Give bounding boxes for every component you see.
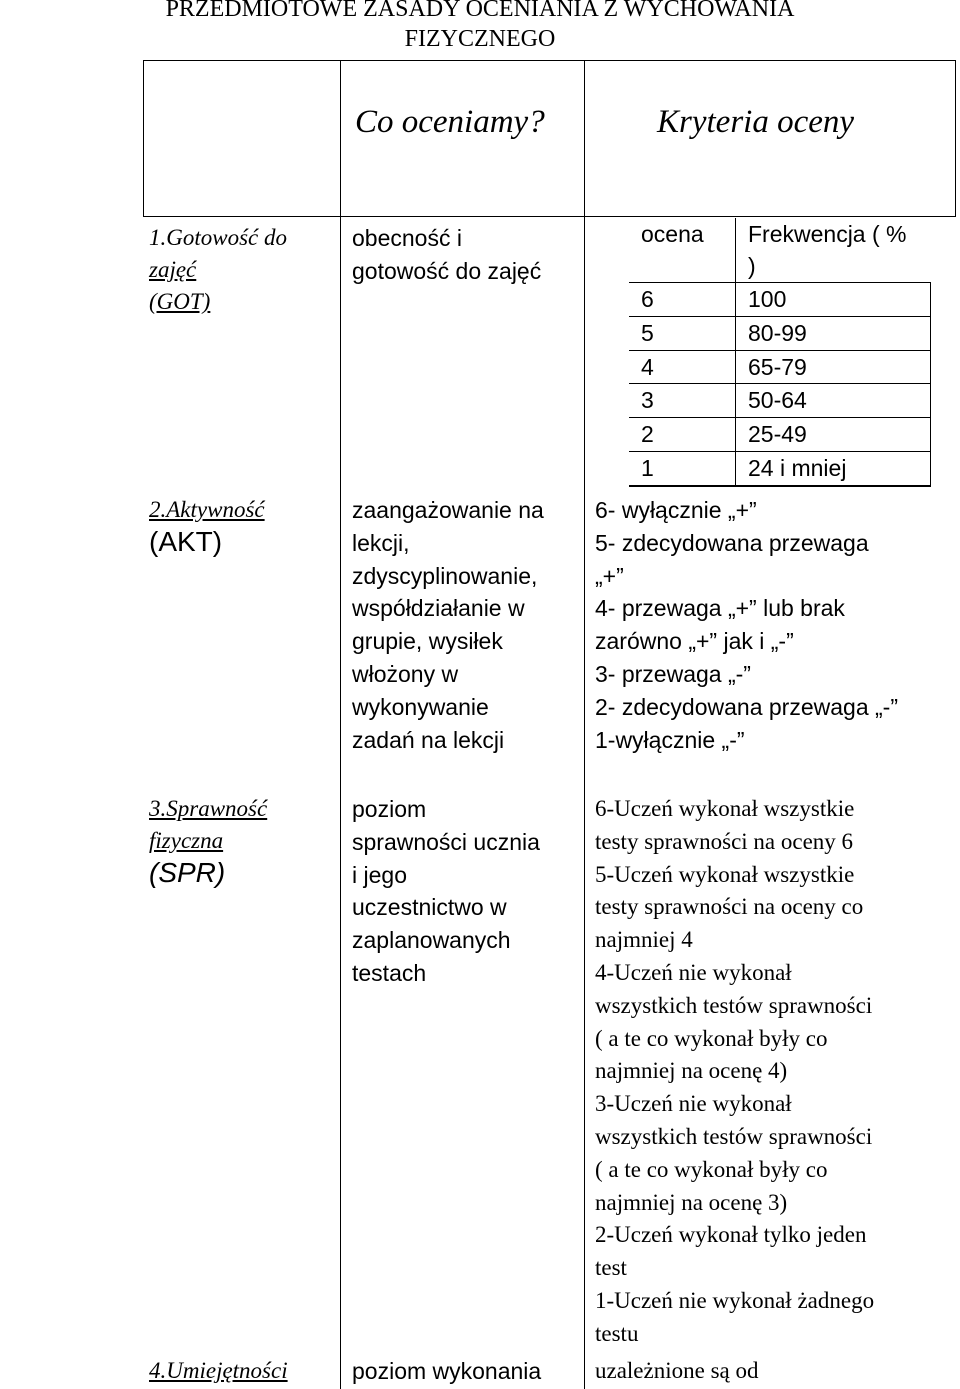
what-umi [352, 1355, 541, 1388]
criteria-line: 1-wyłącznie „-” [595, 726, 745, 753]
attendance-value: 80-99 [736, 316, 931, 350]
category-umi [149, 1355, 288, 1387]
criteria-line: 5- zdecydowana przewaga [595, 529, 869, 556]
attendance-row [629, 451, 931, 485]
what-akt [352, 494, 544, 756]
criteria-line: wszystkich testów sprawności [595, 1123, 873, 1149]
criteria-line: zarówno „+” jak i „-” [595, 628, 794, 655]
criteria-line: 2-Uczeń wykonał tylko jeden [595, 1222, 867, 1248]
criteria-line: testu [595, 1320, 639, 1346]
what-line: zaplanowanych [352, 927, 511, 954]
criteria-line: testy sprawności na oceny 6 [595, 828, 854, 854]
criteria-line: uzależnione są od [595, 1358, 759, 1383]
criteria-line: najmniej na ocenę 3) [595, 1189, 788, 1215]
criteria-line: „+” [595, 562, 624, 589]
category-line: 4.Umiejętności [149, 1358, 288, 1383]
category-akt [149, 494, 265, 558]
criteria-line: 5-Uczeń wykonał wszystkie [595, 861, 855, 887]
attendance-value: 24 i mniej [736, 451, 931, 485]
criteria-line: 6-Uczeń wykonał wszystkie [595, 796, 855, 821]
criteria-line: najmniej na ocenę 4) [595, 1058, 788, 1084]
what-line: zdyscyplinowanie, [352, 562, 538, 589]
header-criteria: Kryteria oceny [657, 104, 855, 140]
attendance-head-freq: Frekwencja ( % ) [736, 218, 931, 283]
category-line: (AKT) [149, 526, 223, 557]
what-line: uczestnictwo w [352, 894, 507, 921]
criteria-line: 3-Uczeń nie wykonał [595, 1091, 792, 1117]
attendance-grade: 1 [629, 451, 736, 485]
criteria-line: 3- przewaga „-” [595, 660, 751, 687]
category-line: 3.Sprawność [149, 796, 268, 821]
document-title-line2: FIZYCZNEGO [404, 26, 556, 52]
criteria-akt [595, 494, 898, 756]
attendance-head-grade: ocena [641, 221, 704, 247]
category-line: (SPR) [149, 857, 226, 888]
attendance-row [629, 350, 931, 384]
attendance-row [629, 283, 931, 317]
attendance-grade: 4 [629, 350, 736, 384]
what-line: sprawności ucznia [352, 828, 540, 855]
attendance-row [629, 384, 931, 418]
criteria-line: 6- wyłącznie „+” [595, 497, 757, 523]
table-right-border [955, 60, 956, 217]
what-line: testach [352, 959, 427, 986]
category-line: 1.Gotowość do [149, 225, 287, 250]
attendance-value: 50-64 [736, 384, 931, 418]
attendance-row [629, 316, 931, 350]
column-divider-2 [584, 60, 585, 1389]
what-line: włożony w [352, 660, 459, 687]
table-top-border [143, 60, 956, 61]
what-line: poziom wykonania [352, 1358, 542, 1384]
table-left-border [143, 60, 144, 217]
criteria-line: 4-Uczeń nie wykonał [595, 959, 792, 985]
what-line: obecność i [352, 225, 462, 251]
attendance-row [629, 418, 931, 452]
attendance-header-row [629, 218, 931, 283]
attendance-grade: 5 [629, 316, 736, 350]
what-line: grupie, wysiłek [352, 628, 503, 655]
criteria-line: test [595, 1255, 627, 1281]
criteria-umi [595, 1355, 758, 1388]
column-divider-1 [340, 60, 341, 1389]
category-line: fizyczna [149, 828, 224, 853]
criteria-line: 2- zdecydowana przewaga „-” [595, 693, 898, 720]
what-line: współdziałanie w [352, 595, 525, 622]
what-line: lekcji, [352, 529, 410, 556]
category-spr [149, 793, 267, 889]
criteria-line: ( a te co wykonał były co [595, 1156, 828, 1182]
what-line: zaangażowanie na [352, 497, 544, 523]
category-line: 2.Aktywność [149, 497, 265, 522]
category-line: (GOT) [149, 289, 211, 314]
criteria-line: 1-Uczeń nie wykonał żadnego [595, 1287, 875, 1313]
document-title-line1: PRZEDMIOTOWE ZASADY OCENIANIA Z WYCHOWANIA [165, 0, 795, 22]
what-line: poziom [352, 796, 427, 822]
criteria-spr [595, 793, 874, 1351]
what-line: gotowość do zajęć [352, 257, 542, 284]
attendance-value: 25-49 [736, 418, 931, 452]
what-spr [352, 793, 540, 990]
criteria-line: testy sprawności na oceny co [595, 894, 864, 920]
what-line: i jego [352, 861, 407, 888]
criteria-line: 4- przewaga „+” lub brak [595, 595, 845, 622]
attendance-grade: 2 [629, 418, 736, 452]
attendance-table [629, 218, 931, 487]
attendance-value: 100 [736, 283, 931, 317]
criteria-line: wszystkich testów sprawności [595, 992, 873, 1018]
attendance-value: 65-79 [736, 350, 931, 384]
header-bottom-border [143, 216, 956, 217]
category-got [149, 222, 287, 318]
document-title [0, 0, 960, 54]
what-got [352, 222, 541, 288]
criteria-line: ( a te co wykonał były co [595, 1025, 828, 1051]
header-what: Co oceniamy? [355, 104, 545, 140]
what-line: wykonywanie [352, 693, 489, 720]
category-line: zajęć [149, 257, 197, 282]
criteria-line: najmniej 4 [595, 927, 693, 953]
attendance-grade: 6 [629, 283, 736, 317]
attendance-grade: 3 [629, 384, 736, 418]
what-line: zadań na lekcji [352, 726, 505, 753]
